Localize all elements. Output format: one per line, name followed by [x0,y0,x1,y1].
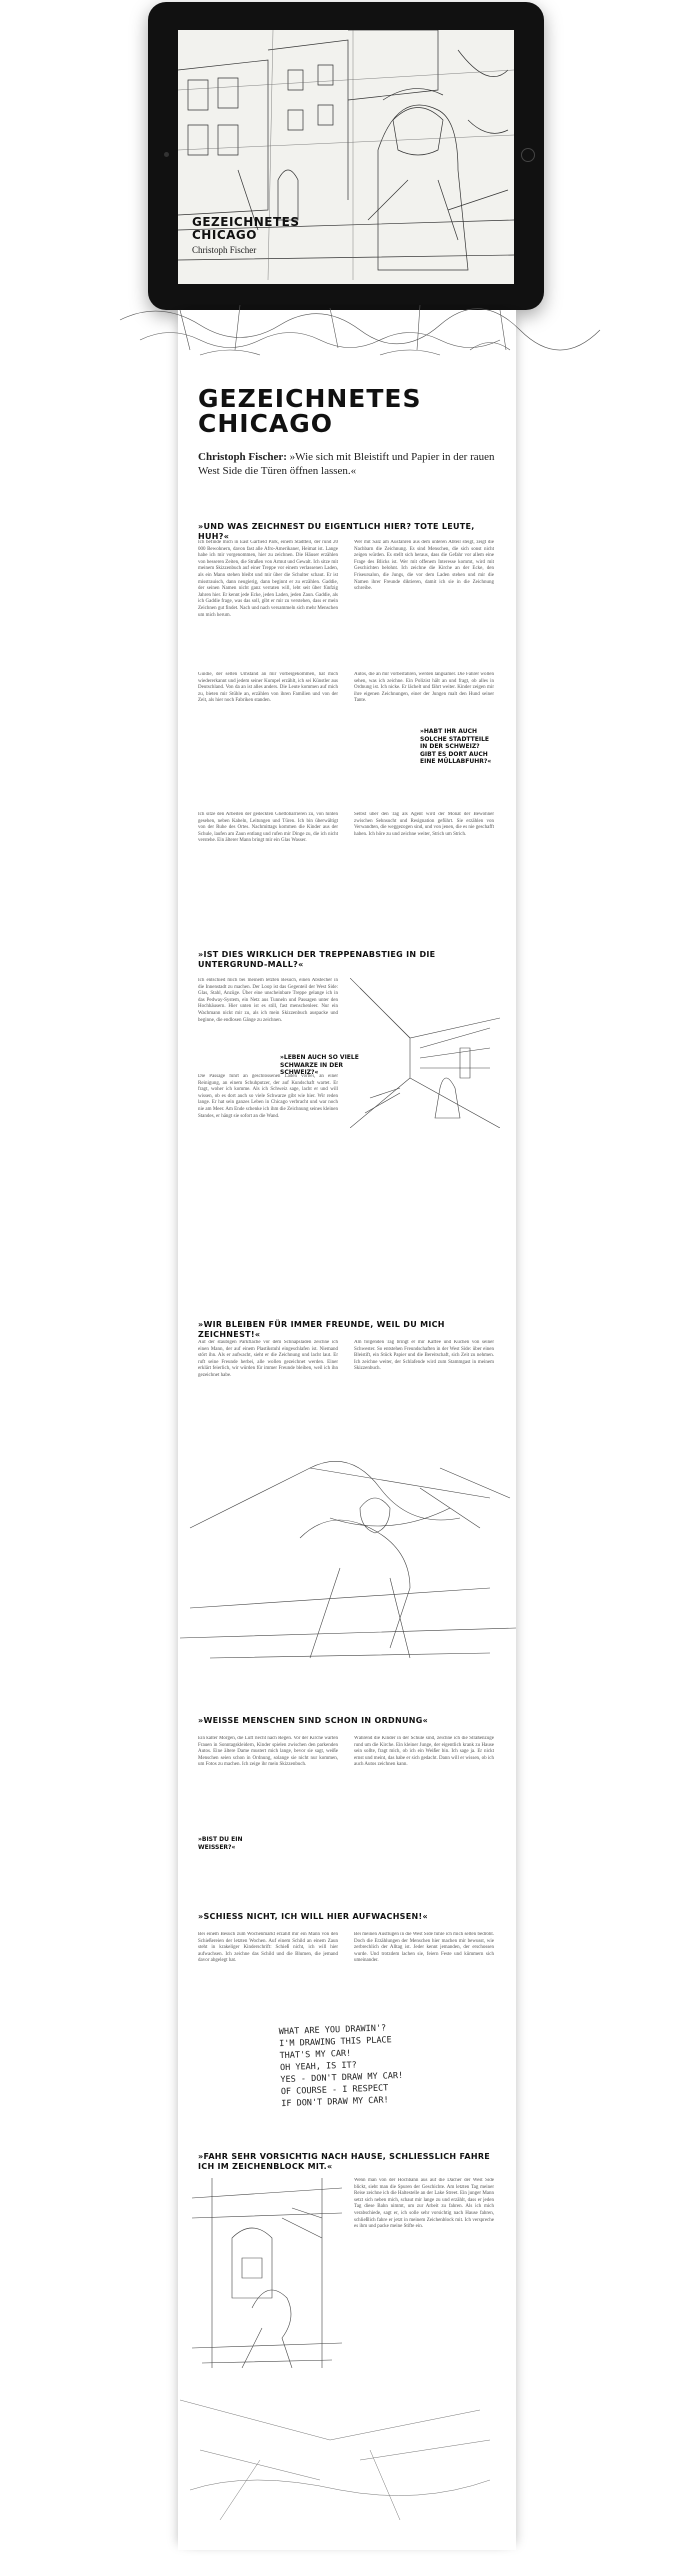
header-sketch-band [0,300,692,370]
handwriting-line: IF DON'T DRAW MY CAR! [281,2095,389,2110]
section-heading: »FAHR SEHR VORSICHTIG NACH HAUSE, SCHLIESSLICH FAHRE ICH IM ZEICHENBLOCK MIT.« [198,2152,491,2171]
handwritten-dialogue [279,2022,405,2110]
lead-author: Christoph Fischer: [198,451,287,463]
tablet-device [148,2,544,310]
body-text: Während die Kinder in der Schule sind, zeichne ich die Straßenzüge rund um die Kirche. Ein kleiner Junge, der eigentlich krank zu Hause sein sollte, fragt mich, ob ich ein Weißer bin. Ich sage ja. Er nickt ernst und meint, das habe er sich gedacht. Dann will er wissen, ob ich auch Autos zeichnen kann. [354,1736,494,1768]
handwriting-line: I'M DRAWING THIS PLACE [279,2035,392,2050]
section-heading: »SCHIESS NICHT, ICH WILL HIER AUFWACHSEN!« [198,1912,428,1921]
pull-quote: »HABT IHR AUCH SOLCHE STADTTEILE IN DER SCHWEIZ? GIBT ES DORT AUCH EINE MÜLLABFUHR?« [420,728,492,765]
lead-text: »Wie sich mit Bleistift und Papier in der rauen West Side die Türen öffnen lassen.« [198,451,495,477]
cover-title-line1: GEZEICHNETES [192,215,300,229]
home-button[interactable] [521,148,535,162]
body-text: Auf der staubigen Parkfläche vor dem Schnapsladen zeichne ich einen Mann, der auf einem Plastikstuhl eingeschlafen ist. Niemand stört ihn. Als er aufwacht, sieht er die Zeichnung und lacht laut. Er ruft seine Freunde herbei, alle wollen gezeichnet werden. Einer erklärt feierlich, wir würden für immer Freunde bleiben, weil ich ihn gezeichnet habe. [198,1340,338,1378]
train-station-sketch [192,2178,342,2368]
article-lead [198,450,498,478]
body-text: Wenn man von der Hochbahn aus auf die Dächer der West Side blickt, sieht man die Spuren der Geschichte. Am letzten Tag meiner Reise zeichne ich die Haltestelle an der Lake Street. Ein junger Mann setzt sich neben mich, schaut mir lange zu und erzählt, dass er jeden Tag diese Bahn nimmt, um zur Arbeit zu fahren. Als ich mich verabschiede, sagt er, ich solle sehr vorsichtig nach Hause fahren, schließlich fahre er jetzt in meinem Zeichenblock mit. Ich verspreche es ihm und packe meine Stifte ein. [354,2178,494,2230]
handwriting-line: OH YEAH, IS IT? [279,2060,357,2074]
mall-sketch [350,978,500,1128]
sleeping-man-sketch [180,1428,516,1678]
body-text: Die Passage führt an geschlossenen Läden vorbei, an einer Reinigung, an einem Schuhputzer, der auf Kundschaft wartet. Er fragt, woher ich komme. Als ich Schweiz sage, lacht er und will wissen, ob es dort auch so viele Schwarze gibt wie hier. Wir reden lange. Er hat sein ganzes Leben in Chicago verbracht und war noch nie am Meer. Am Ende schenke ich ihm die Zeichnung seines kleinen Standes, er hängt sie sofort an die Wand. [198,1074,338,1119]
camera-icon [164,152,169,157]
body-text: Wer mit Salz am Ausfahren aus dem unteren Abteil steigt, zeigt die Nachbarn die Zeichnung. Es sind Menschen, die sich sonst nicht zeigen würden. Es stellt sich heraus, dass die Gefahr vor allem eine Frage des Blicks ist. Wer mit offenem Interesse kommt, wird mit Geschichten belohnt. Ich zeichne die Kirche an der Ecke, den Friseursalon, die Jungs, die vor dem Laden stehen und mir die Namen ihrer Freunde diktieren, damit ich sie in die Zeichnung schreibe. [354,540,494,592]
body-text: Ich befinde mich in East Garfield Park, einem Stadtteil, der rund 20 000 Bewohnern, davon fast alle Afro-Amerikaner, Heimat ist. Lange habe ich mir vorgenommen, hier zu zeichnen. Die Häuser erzählen von besseren Zeiten, die Straßen von Armut und Gewalt. Ich sitze mit meinem Skizzenbuch auf einer Treppe vor einem verlassenen Laden, als ein Mann stehen bleibt und mir über die Schulter schaut. Er ist misstrauisch, dann neugierig, dann beginnt er zu erzählen. Gaddie, der seinen Namen nicht ganz verraten will, lebt seit über fünfzig Jahren hier. Er kennt jede Ecke, jeden Laden, jeden Zaun. Gaddie, als ich Gaddie frage, was das soll, gibt er mir zu verstehen, dass er mein Zeichnen gut findet. Nach und nach versammeln sich mehr Menschen um mich herum. [198,540,338,618]
tablet-screen [178,30,514,284]
handwriting-line: YES - DON'T DRAW MY CAR! [280,2070,404,2086]
section-heading: »IST DIES WIRKLICH DER TREPPENABSTIEG IN DIE UNTERGRUND-MALL?« [198,950,436,969]
article-title-line1: GEZEICHNETES [198,384,422,413]
body-text: Guidie, der selten Umstand an mir vorbeigekommen, hat mich wiedererkannt und jedem seiner Kumpel erzählt, ich sei Künstler aus Deutschland. Von da an ist alles anders. Die Leute kommen auf mich zu, bieten mir Stühle an, erzählen von ihren Familien und von der Zeit, als hier noch Fabriken standen. [198,672,338,704]
pull-quote: »LEBEN AUCH SO VIELE SCHWARZE IN DER SCHWEIZ?« [280,1054,359,1076]
cover-title [192,216,300,242]
section-heading: »WIR BLEIBEN FÜR IMMER FREUNDE, WEIL DU MICH ZEICHNEST!« [198,1320,445,1339]
section-heading: »UND WAS ZEICHNEST DU EIGENTLICH HIER? TOTE LEUTE, HUH?« [198,522,475,541]
pull-quote: »BIST DU EIN WEISSER?« [198,1836,243,1851]
body-text: Ich sitze den Arbeiten der gedeckten Ghettobarrieren zu, von hinten gesehen, neben Kabeln, Leitungen und Türen. Ich bin überwältigt von der Ruhe des Ortes. Nachmittags kommen die Kinder aus der Schule, laufen am Zaun entlang und rufen mir Dinge zu, die ich nicht verstehe. Ein älterer Mann bringt mir ein Glas Wasser. [198,812,338,844]
handwriting-line: WHAT ARE YOU DRAWIN'? [278,2023,387,2038]
body-text: Bei meinen Ausflügen in die West Side fühle ich mich selten bedroht. Doch die Erzählungen der Menschen hier machen mir bewusst, wie zerbrechlich der Alltag ist. Jeder kennt jemanden, der erschossen wurde. Und trotzdem lachen sie, feiern Feste und kümmern sich umeinander. [354,1932,494,1964]
article-title [198,386,498,436]
footer-sketch-band [0,2390,692,2550]
body-text: Am folgenden Tag bringt er mir Kaffee und Kuchen von seiner Schwester. So entstehen Freundschaften in der West Side: über einen Bleistift, ein Stück Papier und die Bereitschaft, sich Zeit zu nehmen. Ich zeichne weiter, der Schlafende wird zum Stammgast in meinem Skizzenbuch. [354,1340,494,1372]
article-title-line2: CHICAGO [198,409,334,438]
body-text: Bei einem Besuch zum Wochenmarkt erzählt mir ein Mann von den Schießereien der letzten Wochen. Auf einem Schild an einem Zaun steht in krakeliger Kinderschrift: Schieß nicht, ich will hier aufwachsen. Ich zeichne das Schild und die Blumen, die jemand davor abgelegt hat. [198,1932,338,1964]
body-text: Autos, die an mir vorbeifahren, werden langsamer. Die Fahrer wollen sehen, was ich zeichne. Ein Polizist hält an und fragt, ob alles in Ordnung ist. Ich nicke. Er lächelt und fährt weiter. Kinder zeigen mir ihre eigenen Zeichnungen, einer der Jungen malt den Hund seiner Tante. [354,672,494,704]
handwriting-line: OF COURSE - I RESPECT [280,2083,389,2098]
cover-author: Christoph Fischer [192,245,257,255]
body-text: Ich entschied mich bei meinem letzten Besuch, einen Abstecher in die Innenstadt zu machen. Der Loop ist das Gegenteil der West Side: Glas, Stahl, Anzüge. Über eine unscheinbare Treppe gelange ich in das Pedway-System, ein Netz aus Tunneln und Passagen unter den Hochhäusern. Hier unten ist es still, fast menschenleer. Nur ein Wachmann nickt mir zu, als ich mein Skizzenbuch auspacke und beginne, die endlosen Gänge zu zeichnen. [198,978,338,1023]
body-text: Selbst über den Tag als Agent wird der Monat der Bewohner zwischen Sehnsucht und Resignation geführt. Sie erzählen von Verwandten, die weggezogen sind, und von jenen, die es nie geschafft haben. Ich höre zu und zeichne weiter, Strich um Strich. [354,812,494,837]
cover-title-line2: CHICAGO [192,228,257,242]
body-text: Ein kalter Morgen, die Luft riecht nach Regen. Vor der Kirche warten Frauen in Sonntagskleidern, Kinder spielen zwischen den parkenden Autos. Eine ältere Dame mustert mich lange, bevor sie sagt, weiße Menschen seien schon in Ordnung, solange sie nicht nur kommen, um Fotos zu machen. Ich zeige ihr mein Skizzenbuch. [198,1736,338,1768]
section-heading: »WEISSE MENSCHEN SIND SCHON IN ORDNUNG« [198,1716,429,1725]
handwriting-line: THAT'S MY CAR! [279,2048,352,2062]
article-header [198,386,498,478]
